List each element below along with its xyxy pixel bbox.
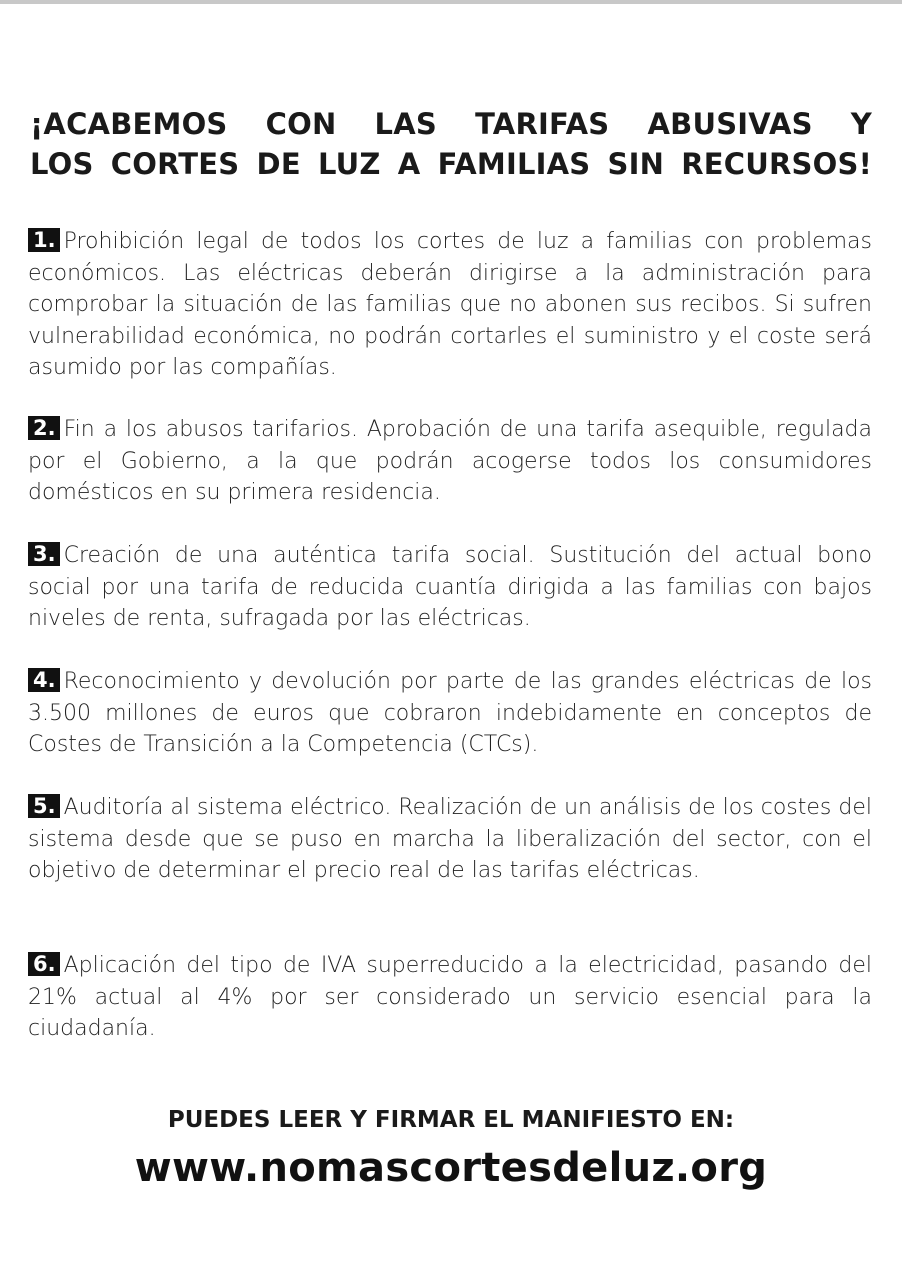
headline-line-1: ¡ACABEMOS CON LAS TARIFAS ABUSIVAS Y	[30, 107, 872, 141]
demand-item-6	[28, 950, 872, 1045]
demand-number-badge: 5.	[28, 794, 60, 818]
demand-text: Aplicación del tipo de IVA superreducido a la electricidad, pasando del 21% actual al 4% por ser considerado un servicio esencial para la ciudadanía.	[28, 953, 872, 1041]
headline-line-2: LOS CORTES DE LUZ A FAMILIAS SIN RECURSOS!	[30, 147, 872, 181]
demand-text: Prohibición legal de todos los cortes de luz a familias con problemas económicos. Las eléctricas deberán dirigirse a la administración para comprobar la situación de las familias que no abonen sus recibos. Si sufren vulnerabilidad económica, no podrán cortarles el suministro y el coste será asumido por las compañías.	[28, 229, 872, 380]
demand-item-2	[28, 414, 872, 509]
demand-text: Creación de una auténtica tarifa social. Sustitución del actual bono social por una tarifa de reducida cuantía dirigida a las familias con bajos niveles de renta, sufragada por las eléctricas.	[28, 543, 872, 631]
demand-number-badge: 4.	[28, 668, 60, 692]
headline	[30, 104, 872, 184]
demand-item-4	[28, 666, 872, 761]
demand-text: Fin a los abusos tarifarios. Aprobación de una tarifa asequible, regulada por el Gobierno, a la que podrán acogerse todos los consumidores domésticos en su primera residencia.	[28, 417, 872, 505]
demand-text: Reconocimiento y devolución por parte de las grandes eléctricas de los 3.500 millones de euros que cobraron indebidamente en conceptos de Costes de Transición a la Competencia (CTCs).	[28, 669, 872, 757]
call-to-action: PUEDES LEER Y FIRMAR EL MANIFIESTO EN:	[167, 1107, 735, 1133]
website-link[interactable]: www.nomascortesdeluz.org	[134, 1145, 768, 1191]
demand-item-1	[28, 226, 872, 384]
top-border-rule	[0, 0, 902, 4]
demand-item-3	[28, 540, 872, 635]
demand-number-badge: 2.	[28, 416, 60, 440]
demand-number-badge: 1.	[28, 228, 60, 252]
demand-text: Auditoría al sistema eléctrico. Realización de un análisis de los costes del sistema desde que se puso en marcha la liberalización del sector, con el objetivo de determinar el precio real de las tarifas eléctricas.	[28, 795, 872, 883]
demand-number-badge: 6.	[28, 952, 60, 976]
demand-item-5	[28, 792, 872, 887]
demand-number-badge: 3.	[28, 542, 60, 566]
